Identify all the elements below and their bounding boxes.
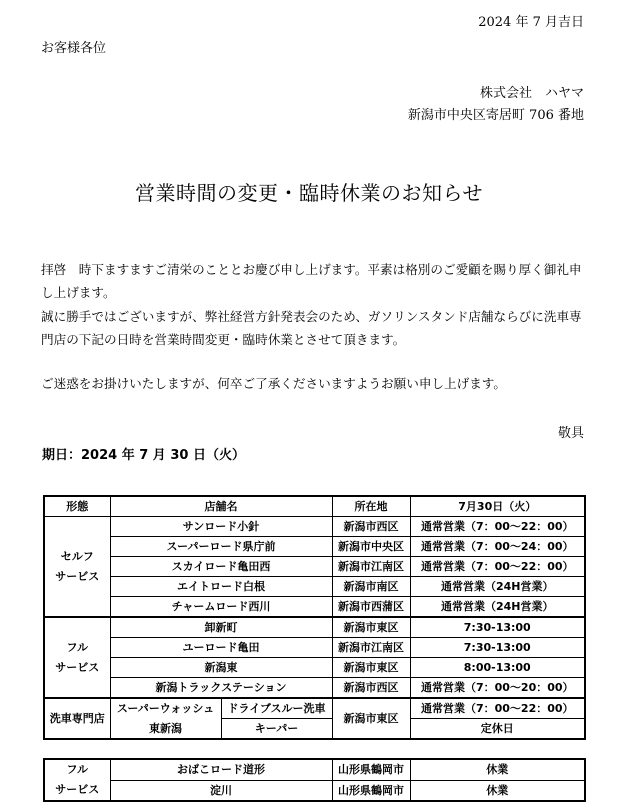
store-hours: 休業: [410, 780, 585, 801]
category-full-service: [44, 759, 110, 801]
store-hours: 8:00-13:00: [410, 658, 585, 678]
table-header-row: [44, 496, 585, 517]
table-row: [44, 658, 585, 678]
table-row: [44, 678, 585, 699]
addressee: お客様各位: [41, 41, 107, 56]
category-line: フル: [66, 763, 89, 776]
category-self-service: [44, 517, 110, 618]
store-location: 新潟市江南区: [332, 638, 410, 658]
header-date: 7月30日（火）: [410, 496, 585, 517]
store-hours: 7:30-13:00: [410, 617, 585, 638]
store-hours: 通常営業（7：00～22：00）: [410, 517, 585, 537]
header-location: 所在地: [332, 496, 410, 517]
store-hours-table: [43, 495, 586, 740]
store-name: おばこロード道形: [110, 759, 332, 780]
store-hours: 休業: [410, 759, 585, 780]
store-location: 新潟市西区: [332, 517, 410, 537]
store-hours: 通常営業（7：00～22：00）: [410, 557, 585, 577]
store-location: 新潟市江南区: [332, 557, 410, 577]
category-line: フル: [66, 640, 89, 654]
store-location: 新潟市南区: [332, 577, 410, 597]
category-car-wash: 洗車専門店: [44, 698, 110, 739]
store-name: 新潟トラックステーション: [110, 678, 332, 699]
header-type: 形態: [44, 496, 110, 517]
closing-word: 敬具: [557, 426, 584, 441]
store-name: スーパーウォッシュ: [110, 698, 221, 719]
store-hours: 定休日: [410, 719, 585, 740]
store-name: 新潟東: [110, 658, 332, 678]
company-name: 株式会社 ハヤマ: [479, 86, 584, 101]
table-row: [44, 597, 585, 618]
table-row: [44, 577, 585, 597]
store-name: ドライブスルー洗車: [221, 698, 332, 719]
table-row: [44, 617, 585, 638]
table-row: [44, 638, 585, 658]
notice-paragraph: 誠に勝手ではございますが、弊社経営方針発表会のため、ガソリンスタンド店舗ならびに洗車専門店の下記の日時を営業時間変更・臨時休業とさせて頂きます。: [41, 309, 582, 347]
store-name: チャームロード西川: [110, 597, 332, 618]
store-location: 新潟市東区: [332, 658, 410, 678]
store-location: 新潟市西区: [332, 678, 410, 699]
notice-title: 営業時間の変更・臨時休業のお知らせ: [135, 181, 483, 205]
category-line: サービス: [55, 783, 100, 796]
category-full-service: [44, 617, 110, 698]
table-row: [44, 557, 585, 577]
greeting-paragraph: 拝啓 時下ますますご清栄のこととお慶び申し上げます。平素は格別のご愛顧を賜り厚く御礼申し上げます。: [41, 262, 582, 300]
yamagata-store-table: [43, 758, 586, 802]
store-location: 新潟市中央区: [332, 537, 410, 557]
store-location: 山形県鶴岡市: [332, 780, 410, 801]
table-row: [44, 780, 585, 801]
store-location: 山形県鶴岡市: [332, 759, 410, 780]
category-line: サービス: [55, 660, 100, 674]
store-hours: 通常営業（7：00～22：00）: [410, 698, 585, 719]
store-name: キーパー: [221, 719, 332, 740]
store-hours: 通常営業（7：00～24：00）: [410, 537, 585, 557]
schedule-date: 期日：2024 年 7 月 30 日（火）: [42, 448, 245, 463]
table-row: [44, 719, 585, 740]
store-hours: 通常営業（24H営業）: [410, 577, 585, 597]
store-hours: 7:30-13:00: [410, 638, 585, 658]
store-hours: 通常営業（7：00～20：00）: [410, 678, 585, 699]
store-name: 淀川: [110, 780, 332, 801]
notice-date: 2024 年 7 月吉日: [478, 15, 584, 30]
company-address: 新潟市中央区寄居町 706 番地: [407, 108, 584, 123]
store-location: 新潟市東区: [332, 617, 410, 638]
category-line: セルフ: [60, 549, 94, 563]
store-name: スーパーロード県庁前: [110, 537, 332, 557]
store-name: エイトロード白根: [110, 577, 332, 597]
category-line: サービス: [55, 569, 100, 583]
store-name: サンロード小針: [110, 517, 332, 537]
header-store: 店舗名: [110, 496, 332, 517]
store-hours: 通常営業（24H営業）: [410, 597, 585, 618]
apology-paragraph: ご迷惑をお掛けいたしますが、何卒ご了承くださいますようお願い申し上げます。: [41, 376, 506, 391]
store-name: 卸新町: [110, 617, 332, 638]
table-row: [44, 537, 585, 557]
store-name: 東新潟: [110, 719, 221, 740]
table-row: [44, 698, 585, 719]
store-name: スカイロード亀田西: [110, 557, 332, 577]
store-name: ユーロード亀田: [110, 638, 332, 658]
table-row: [44, 517, 585, 537]
store-location: 新潟市西蒲区: [332, 597, 410, 618]
store-location: 新潟市東区: [332, 698, 410, 739]
table-row: [44, 759, 585, 780]
